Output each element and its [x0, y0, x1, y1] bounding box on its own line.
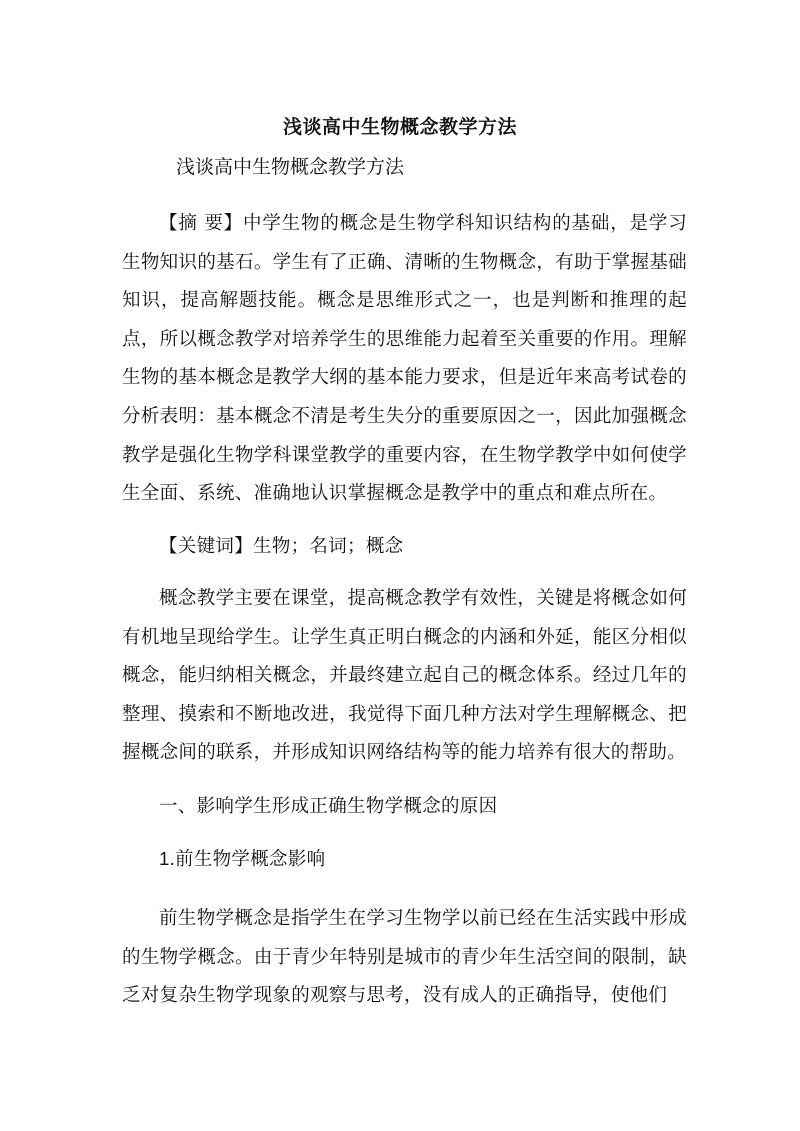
- abstract-label: 【摘 要】: [159, 213, 244, 234]
- keywords-label: 【关键词】: [159, 536, 254, 557]
- keywords-paragraph: [122, 528, 687, 567]
- document-subtitle: 浅谈高中生物概念教学方法: [176, 156, 405, 178]
- intro-paragraph: 概念教学主要在课堂，提高概念教学有效性，关键是将概念如何有机地呈现给学生。让学生真正明白概念的内涵和外延，能区分相似概念，能归纳相关概念，并最终建立起自己的概念体系。经过几年的整理、摸索和不断地改进，我觉得下面几种方法对学生理解概念、把握概念间的联系，并形成知识网络结构等的能力培养有很大的帮助。: [122, 588, 687, 764]
- subsection-heading: [122, 840, 687, 880]
- abstract-paragraph: [122, 205, 687, 514]
- subsection-heading-text: 前生物学概念影响: [175, 849, 326, 870]
- abstract-text: 中学生物的概念是生物学科知识结构的基础，是学习生物知识的基石。学生有了正确、清晰的生物概念，有助于掌握基础知识，提高解题技能。概念是思维形式之一，也是判断和推理的起点，所以概念教学对培养学生的思维能力起着至关重要的作用。理解生物的基本概念是教学大纲的基本能力要求，但是近年来高考试卷的分析表明：基本概念不清是考生失分的重要原因之一，因此加强概念教学是强化生物学科课堂教学的重要内容，在生物学教学中如何使学生全面、系统、准确地认识掌握概念是教学中的重点和难点所在。: [122, 213, 687, 505]
- section-heading: 一、影响学生形成正确生物学概念的原因: [159, 796, 498, 817]
- document-title: 浅谈高中生物概念教学方法: [282, 116, 517, 138]
- subsection-number: 1.: [159, 848, 176, 869]
- subsection-paragraph: 前生物学概念是指学生在学习生物学以前已经在生活实践中形成的生物学概念。由于青少年特别是城市的青少年生活空间的限制，缺乏对复杂生物学现象的观察与思考，没有成人的正确指导，使他们: [122, 908, 687, 1007]
- keywords-text: 生物；名词；概念: [253, 536, 404, 557]
